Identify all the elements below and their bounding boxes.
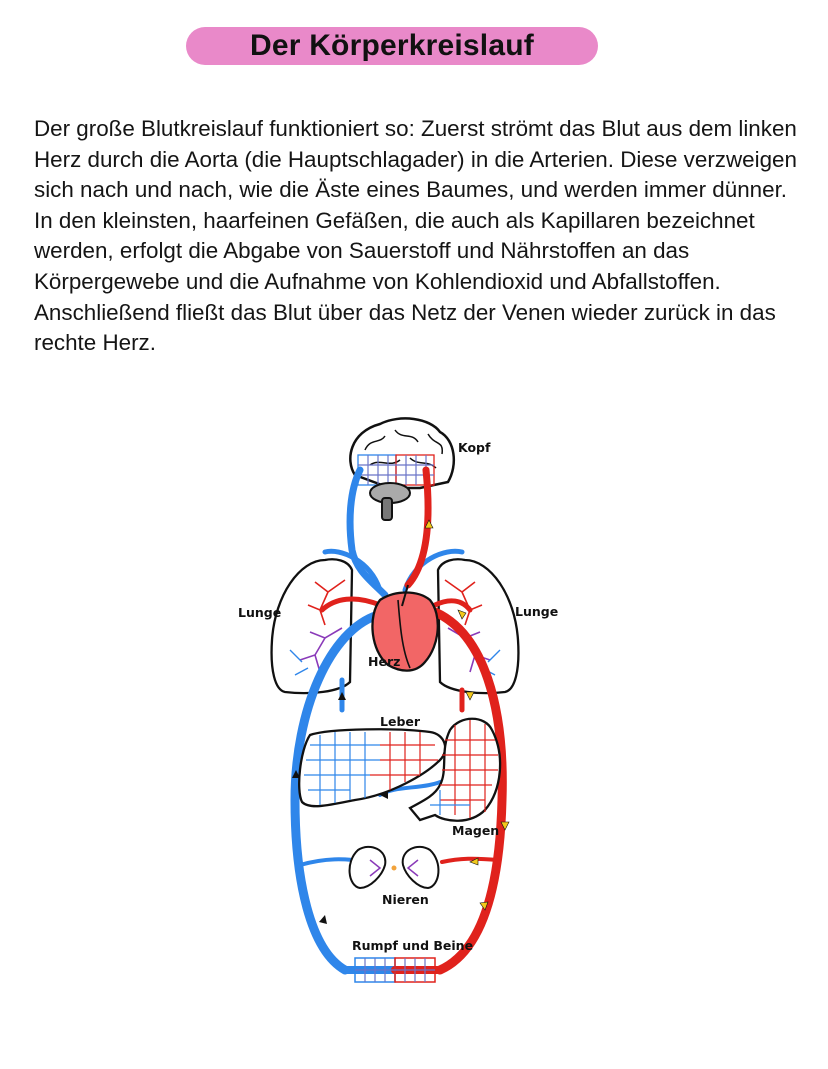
- label-lunge-right: Lunge: [515, 604, 559, 619]
- label-herz: Herz: [368, 654, 401, 669]
- label-nieren: Nieren: [382, 892, 429, 907]
- label-magen: Magen: [452, 823, 500, 838]
- title-banner: [186, 27, 598, 65]
- label-lunge-left: Lunge: [238, 605, 282, 620]
- label-leber: Leber: [380, 714, 421, 729]
- label-kopf: Kopf: [458, 440, 491, 455]
- liver-icon: [299, 729, 445, 806]
- brain-icon: [350, 418, 454, 520]
- intro-paragraph: Der große Blutkreislauf funktioniert so: Zuerst strömt das Blut aus dem linken Herz durch die Aorta (die Hauptschlagader) in die Arterien. Diese verzweigen sich nach und nach, wie die Äste eines Baumes, und werden immer dünner. In den kleinsten, haarfeinen Gefäßen, die auch als Kapillaren bezeichnet werden, erfolgt die Abgabe von Sauerstoff und Nährstoffen an das Körpergewebe und die Aufnahme von Kohlendioxid und Abfallstoffen. Anschließend fließt das Blut über das Netz der Venen wieder zurück in das rechte Herz.: [34, 116, 797, 356]
- lower-body-capillaries: [355, 958, 435, 982]
- label-rumpf: Rumpf und Beine: [352, 938, 474, 953]
- circulation-diagram: [230, 410, 560, 1000]
- page-title: Der Körperkreislauf: [250, 29, 534, 62]
- kidneys-icon: [350, 847, 439, 888]
- veins: [295, 470, 462, 970]
- lung-left-icon: [272, 559, 352, 693]
